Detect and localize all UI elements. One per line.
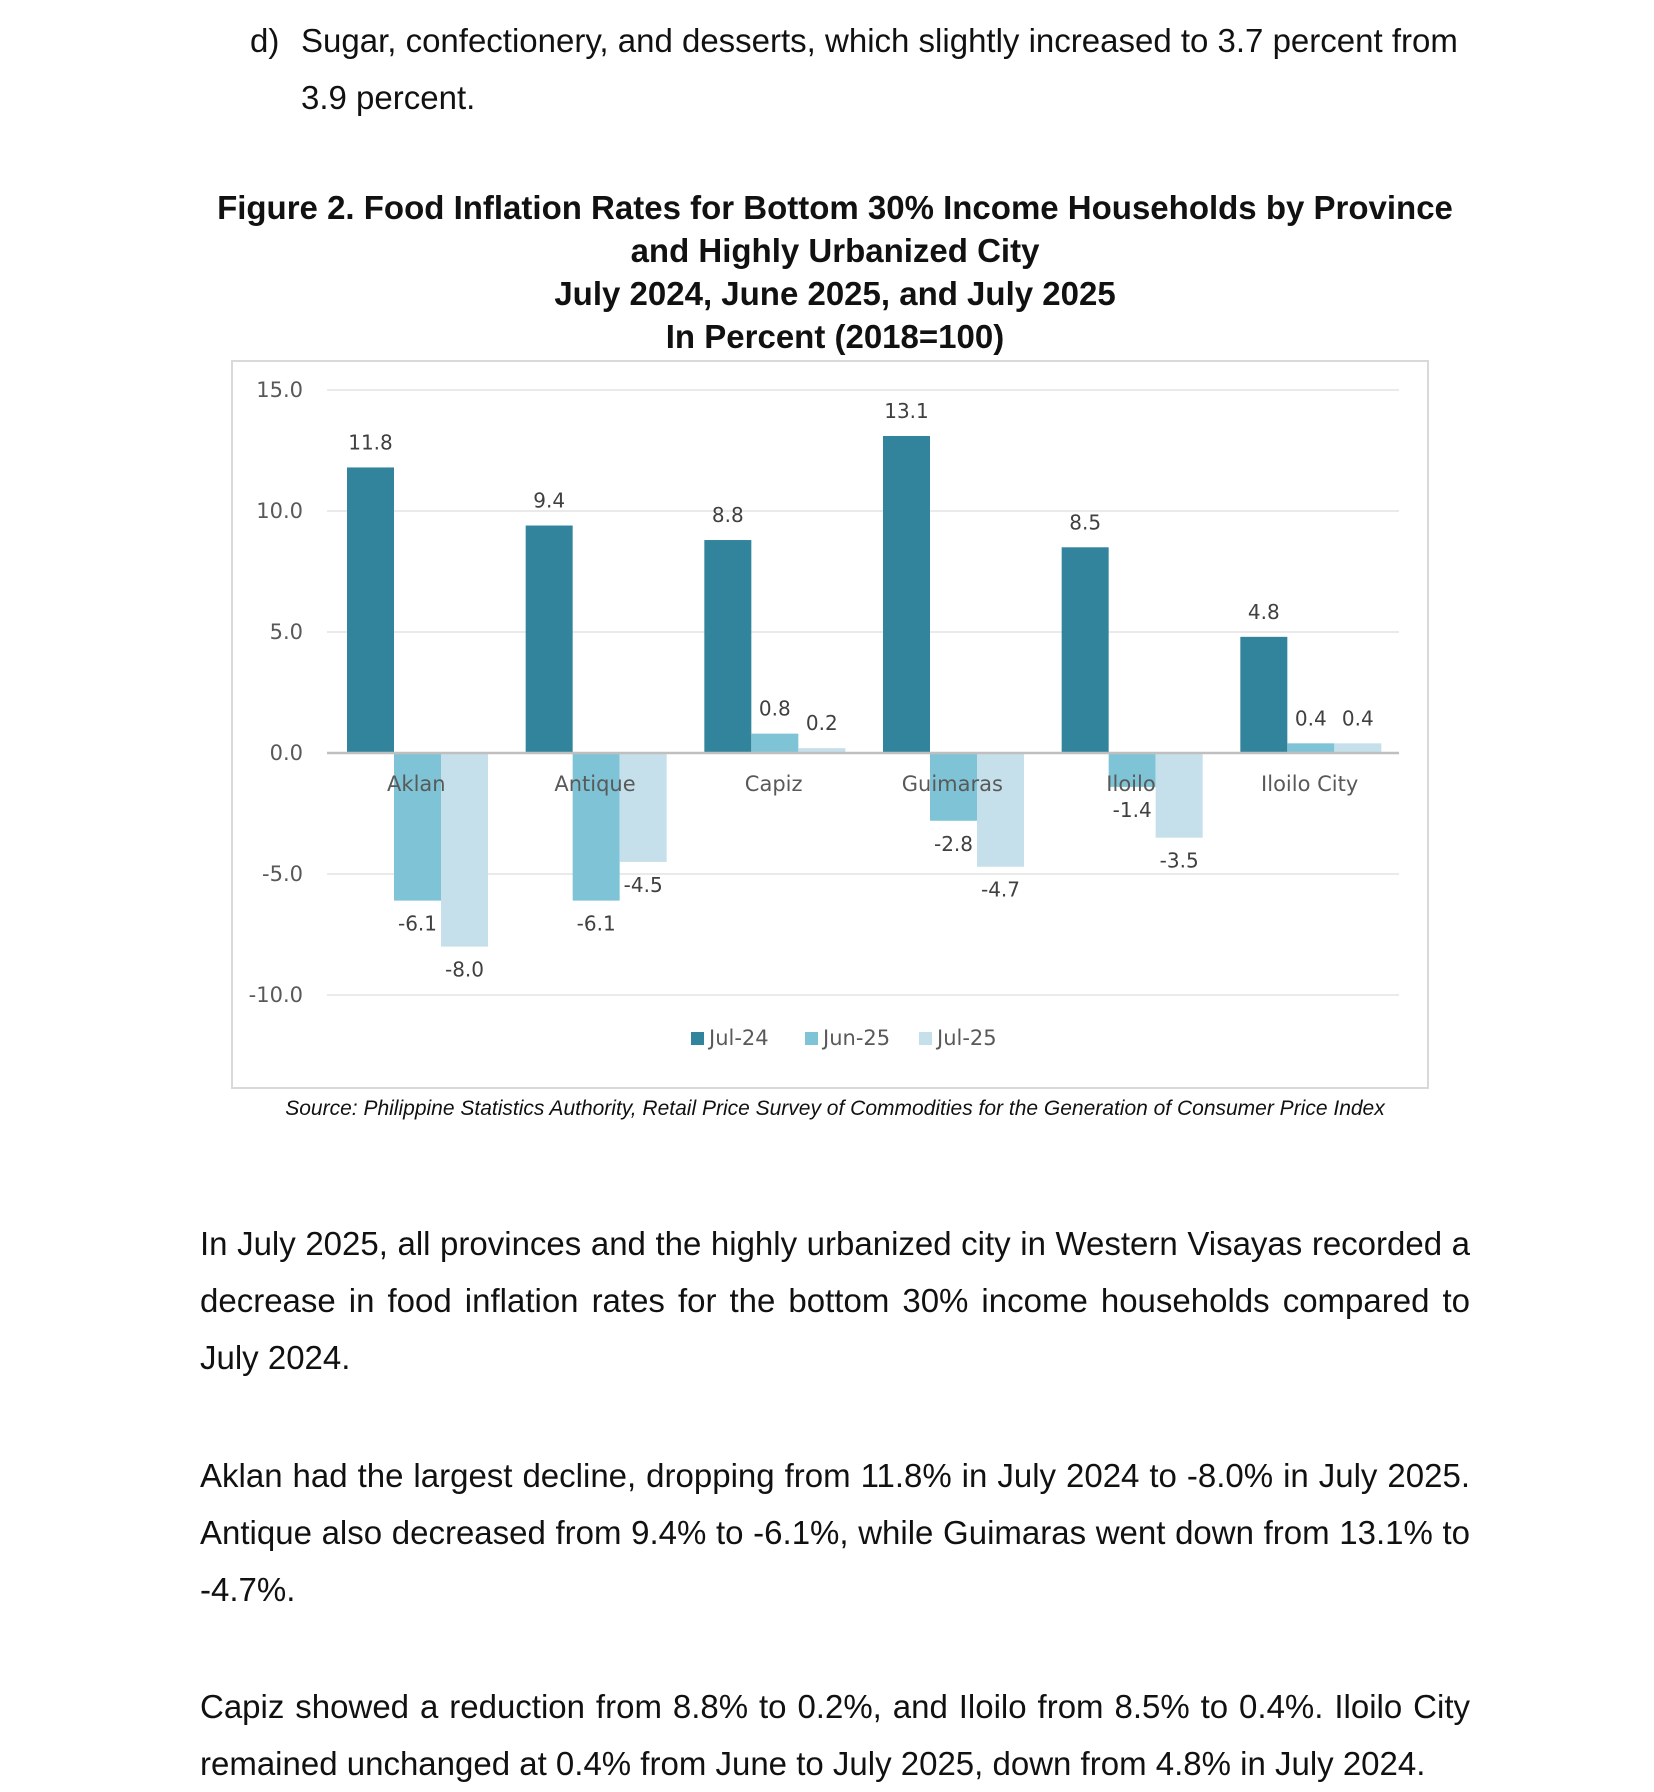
- bar-jul-24: [526, 526, 573, 753]
- data-label: 9.4: [533, 488, 566, 513]
- legend-label: Jun-25: [823, 1026, 891, 1050]
- bar-jun-25: [751, 734, 798, 753]
- category-label: Iloilo: [1106, 772, 1156, 796]
- data-label: 11.8: [348, 430, 393, 455]
- paragraph-1: In July 2025, all provinces and the highly urbanized city in Western Visayas recorded a decrease in food inflation rates for the bottom 30% income households compared to July 2024.: [200, 1225, 1470, 1376]
- data-label: -2.8: [933, 831, 974, 856]
- data-label: 0.2: [805, 711, 838, 736]
- bar-jul-25: [1156, 753, 1203, 838]
- data-label: 8.5: [1069, 510, 1102, 535]
- bar-jun-25: [1287, 743, 1334, 753]
- list-item-text: Sugar, confectionery, and desserts, which slightly increased to 3.7 percent from 3.9 percent.: [301, 22, 1458, 116]
- bar-chart: [231, 360, 1429, 1089]
- legend-swatch: [919, 1032, 932, 1045]
- bar-jul-24: [347, 467, 394, 753]
- list-item-d: [250, 12, 1480, 126]
- bar-jul-25: [1334, 743, 1381, 753]
- data-label: -6.1: [397, 911, 438, 936]
- data-label: -6.1: [576, 911, 616, 936]
- data-label: 4.8: [1247, 599, 1280, 624]
- y-tick-label: -5.0: [262, 862, 303, 886]
- data-label: -4.7: [980, 877, 1021, 902]
- data-label: 0.8: [758, 696, 791, 721]
- y-tick-label: 15.0: [256, 378, 303, 402]
- bar-jul-24: [1240, 637, 1287, 753]
- bar-jul-24: [1062, 547, 1109, 753]
- paragraph-3: Capiz showed a reduction from 8.8% to 0.2%, and Iloilo from 8.5% to 0.4%. Iloilo City remained unchanged at 0.4% from June to July 2025, down from 4.8% in July 2024.: [200, 1688, 1470, 1782]
- data-label: 0.4: [1294, 706, 1327, 731]
- data-label: -4.5: [623, 872, 663, 897]
- figure-title-line-1: Figure 2. Food Inflation Rates for Bottom 30% Income Households by Province: [217, 189, 1453, 226]
- bar-jul-25: [620, 753, 667, 862]
- data-label: 0.4: [1341, 706, 1374, 731]
- y-tick-label: 10.0: [256, 499, 303, 523]
- legend-swatch: [691, 1032, 704, 1045]
- paragraph-2: Aklan had the largest decline, dropping from 11.8% in July 2024 to -8.0% in July 2025. Antique also decreased from 9.4% to -6.1%, while Guimaras went down from 13.1% to -4.7%.: [200, 1457, 1470, 1608]
- data-label: -1.4: [1112, 797, 1152, 822]
- y-tick-label: 5.0: [269, 620, 303, 644]
- figure-source: Source: Philippine Statistics Authority, Retail Price Survey of Commodities for the Generation of Consumer Price Index: [285, 1097, 1385, 1120]
- category-label: Antique: [554, 772, 636, 796]
- legend-swatch: [805, 1032, 818, 1045]
- list-marker: d): [250, 22, 280, 59]
- legend-label: Jul-24: [709, 1026, 769, 1050]
- bar-jul-24: [883, 436, 930, 753]
- data-label: 8.8: [711, 503, 744, 528]
- category-label: Capiz: [744, 772, 803, 796]
- figure-title-line-3: July 2024, June 2025, and July 2025: [554, 275, 1116, 312]
- bar-jul-25: [441, 753, 488, 947]
- category-label: Aklan: [387, 772, 446, 796]
- figure-title-line-2: and Highly Urbanized City: [630, 232, 1040, 269]
- figure-title: [190, 186, 1480, 358]
- legend-label: Jul-25: [937, 1026, 997, 1050]
- category-label: Guimaras: [901, 772, 1003, 796]
- y-tick-label: -10.0: [248, 983, 303, 1007]
- bar-jul-25: [977, 753, 1024, 867]
- y-tick-label: 0.0: [269, 741, 303, 765]
- bar-jul-24: [704, 540, 751, 753]
- data-label: -8.0: [444, 957, 485, 982]
- data-label: -3.5: [1159, 848, 1199, 873]
- category-label: Iloilo City: [1261, 772, 1359, 796]
- figure-title-line-4: In Percent (2018=100): [665, 318, 1005, 355]
- data-label: 13.1: [884, 398, 929, 423]
